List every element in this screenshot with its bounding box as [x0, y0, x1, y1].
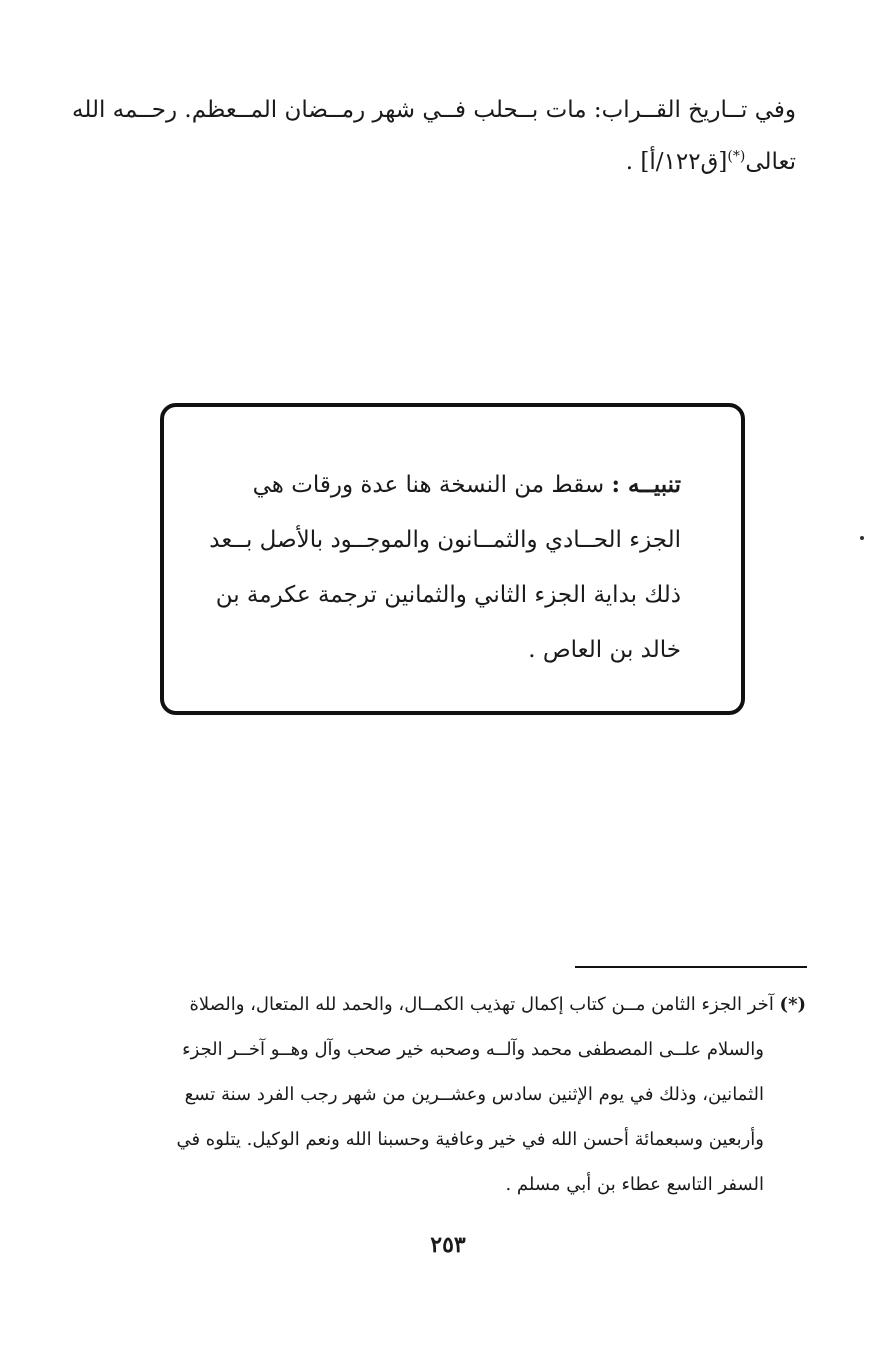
top-paragraph-line-2 [96, 136, 796, 188]
footnote-marker: (*) [779, 994, 806, 1015]
notice-lead: تنبيــه : [611, 471, 681, 498]
notice-line-2: الجزء الحــادي والثمــانون والموجــود بالأصل بــعد [209, 527, 681, 553]
notice-box [160, 403, 745, 715]
footnote [96, 982, 806, 1207]
manuscript-folio-reference: [ق١٢٢/أ] . [625, 149, 728, 175]
notice-line-1 [221, 457, 681, 513]
top-paragraph-line-1: وفي تــاريخ القــراب: مات بــحلب فــي شهر رمــضان المــعظم. رحــمه الله [72, 97, 796, 123]
top-paragraph [72, 84, 796, 188]
notice-line-1-rest: سقط من النسخة هنا عدة ورقات هي [252, 472, 612, 498]
footnote-divider [575, 966, 807, 968]
footnote-reference-marker: (*) [727, 148, 746, 165]
stray-dot [860, 536, 864, 540]
notice-line-4: خالد بن العاص . [528, 637, 681, 663]
footnote-line-1 [96, 982, 806, 1027]
footnote-line-2: والسلام علــى المصطفى محمد وآلــه وصحبه خير صحب وآل وهــو آخــر الجزء [182, 1039, 764, 1060]
notice-line-3: ذلك بداية الجزء الثاني والثمانين ترجمة عكرمة بن [215, 582, 681, 608]
page-number: ٢٥٣ [430, 1232, 466, 1258]
notice-text [209, 457, 681, 678]
footnote-line-3: الثمانين، وذلك في يوم الإثنين سادس وعشــرين من شهر رجب الفرد سنة تسع [184, 1084, 764, 1105]
footnote-line-5: السفر التاسع عطاء بن أبي مسلم . [505, 1174, 764, 1195]
footnote-line-1-text: آخر الجزء الثامن مــن كتاب إكمال تهذيب الكمــال، والحمد لله المتعال، والصلاة [189, 994, 780, 1015]
footnote-line-4: وأربعين وسبعمائة أحسن الله في خير وعافية وحسبنا الله ونعم الوكيل. يتلوه في [176, 1129, 764, 1150]
top-paragraph-text: تعالى [745, 149, 796, 175]
